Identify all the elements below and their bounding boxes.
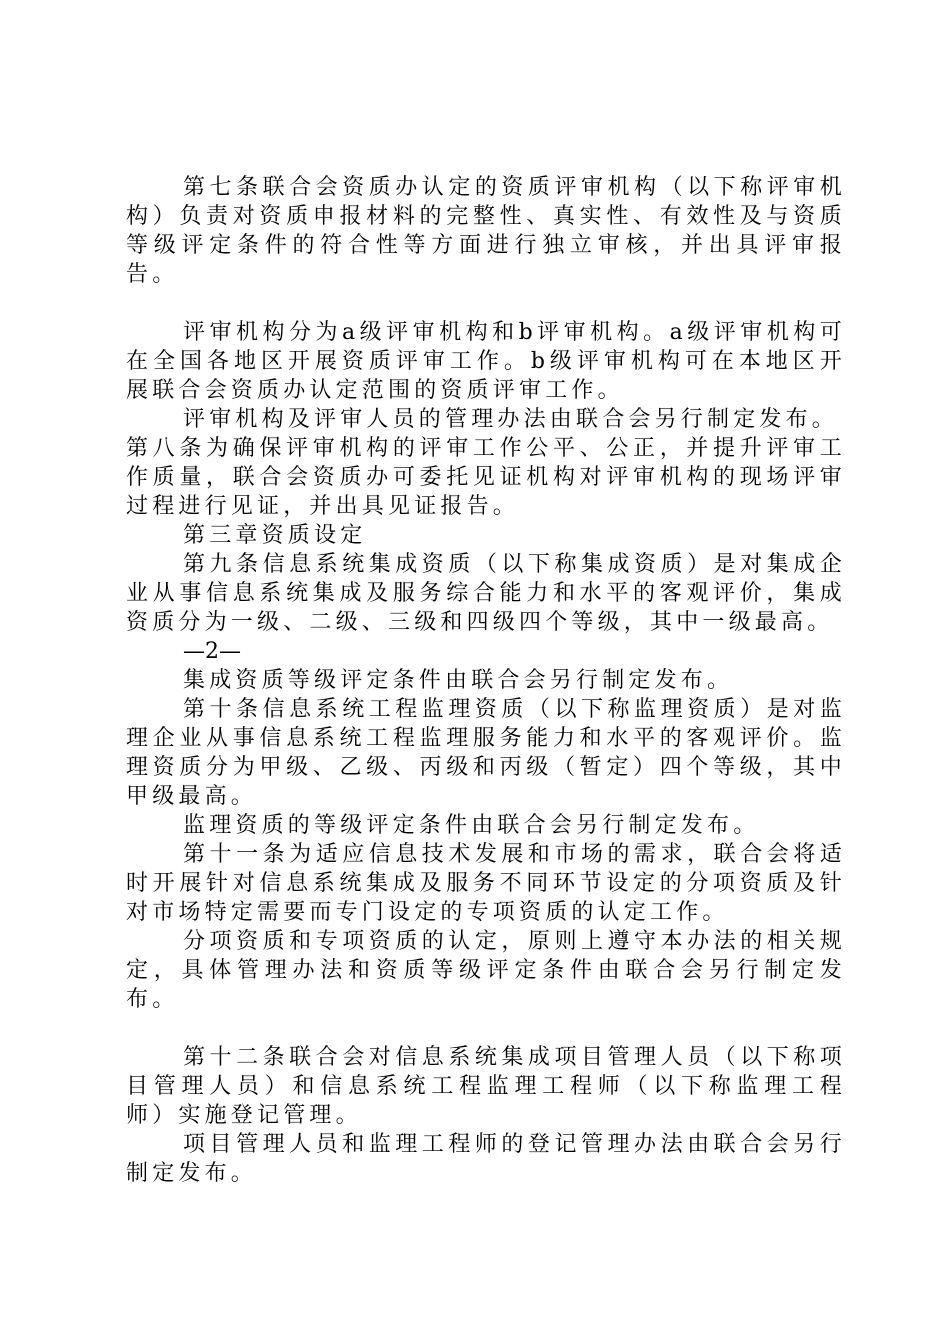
paragraph-article-12: 第十二条联合会对信息系统集成项目管理人员（以下称项目管理人员）和信息系统工程监理工程师（以下称监理工程师）实施登记管理。 <box>126 1045 846 1128</box>
paragraph-integration-criteria: 集成资质等级评定条件由联合会另行制定发布。 <box>183 668 734 693</box>
paragraph-special-qualifications: 分项资质和专项资质的认定，原则上遵守本办法的相关规定，具体管理办法和资质等级评定条件由联合会另行制定发布。 <box>126 929 846 1012</box>
paragraph-gap <box>126 289 846 318</box>
paragraph-article-7: 第七条联合会资质办认定的资质评审机构（以下称评审机构）负责对资质申报材料的完整性、真实性、有效性及与资质等级评定条件的符合性等方面进行独立审核，并出具评审报告。 <box>126 175 846 287</box>
paragraph-article-8: 第八条为确保评审机构的评审工作公平、公正，并提升评审工作质量，联合会资质办可委托见证机构对评审机构的现场评审过程进行见证，并出具见证报告。 <box>126 436 846 519</box>
page-number: —2— <box>183 639 241 664</box>
paragraph-supervision-criteria: 监理资质的等级评定条件由联合会另行制定发布。 <box>183 813 760 838</box>
paragraph-registration-management: 项目管理人员和监理工程师的登记管理办法由联合会另行制定发布。 <box>126 1132 846 1186</box>
chapter-3-heading: 第三章资质设定 <box>183 523 367 548</box>
paragraph-review-agency-management: 评审机构及评审人员的管理办法由联合会另行制定发布。 <box>183 407 839 432</box>
paragraph-gap <box>126 1014 846 1043</box>
paragraph-article-11: 第十一条为适应信息技术发展和市场的需求，联合会将适时开展针对信息系统集成及服务不同环节设定的分项资质及针对市场特定需要而专门设定的专项资质的认定工作。 <box>126 842 846 925</box>
document-body <box>126 173 846 1188</box>
paragraph-article-9: 第九条信息系统集成资质（以下称集成资质）是对集成企业从事信息系统集成及服务综合能力和水平的客观评价，集成资质分为一级、二级、三级和四级四个等级，其中一级最高。 <box>126 552 846 635</box>
paragraph-review-agency-levels: 评审机构分为a级评审机构和b评审机构。a级评审机构可在全国各地区开展资质评审工作。b级评审机构可在本地区开展联合会资质办认定范围的资质评审工作。 <box>126 320 846 403</box>
paragraph-article-10: 第十条信息系统工程监理资质（以下称监理资质）是对监理企业从事信息系统工程监理服务能力和水平的客观评价。监理资质分为甲级、乙级、丙级和丙级（暂定）四个等级，其中甲级最高。 <box>126 697 846 809</box>
